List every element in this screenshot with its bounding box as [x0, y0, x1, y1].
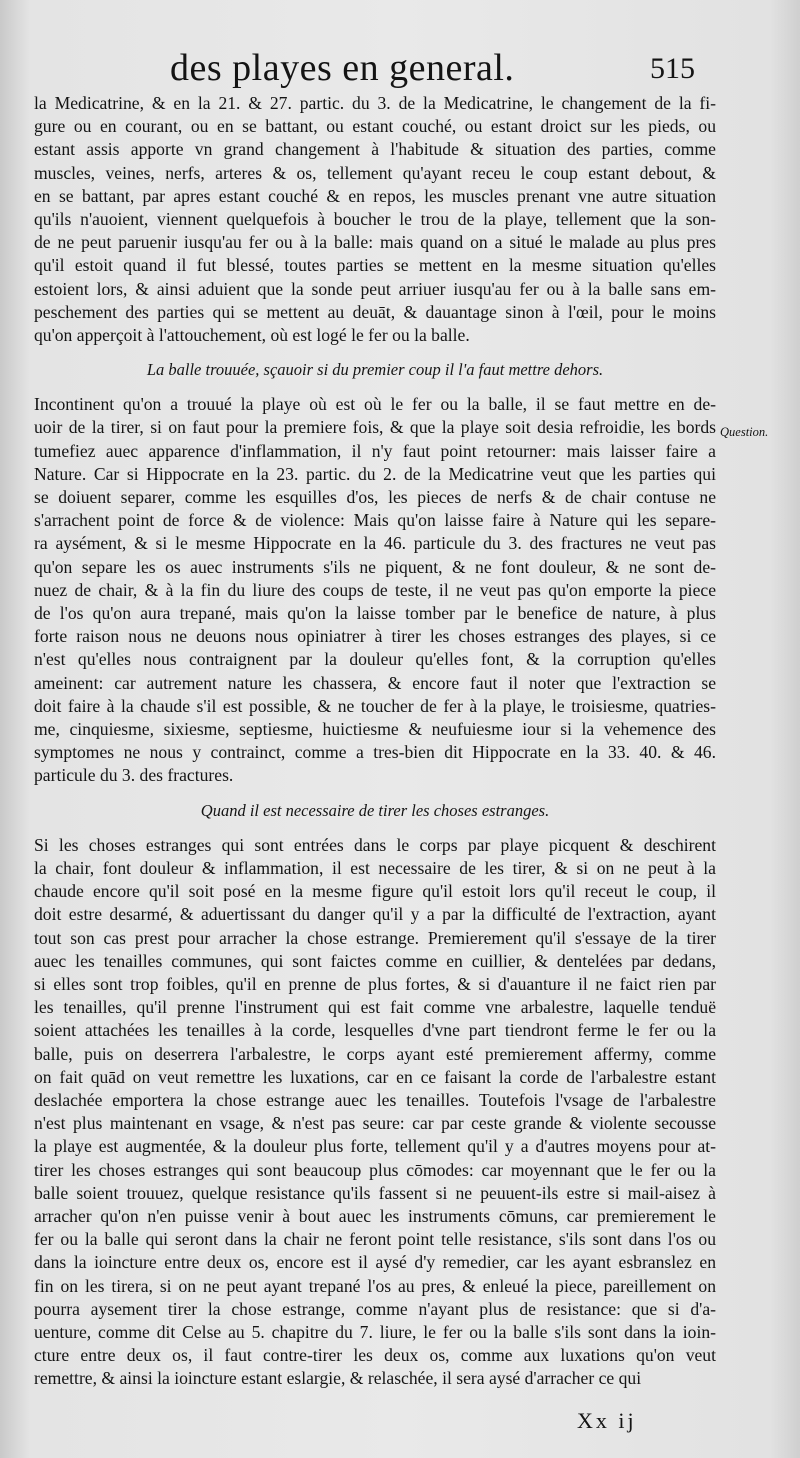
text-line: Si les choses estranges qui sont entrées dans le corps par playe picquent & deschirent — [34, 834, 716, 855]
text-line: la playe est augmentée, & la douleur plus forte, tellement qu'il y a d'autres moyens pour at- — [34, 1136, 716, 1157]
text-line: uenture, comme dit Celse au 5. chapitre du 7. liure, le fer ou la balle s'ils sont dans la ioin- — [34, 1321, 716, 1342]
text-line: qu'on separe les os auec instruments s'ils ne piquent, & ne font douleur, & ne sont de- — [34, 556, 716, 577]
text-line: la Medicatrine, & en la 21. & 27. partic. du 3. de la Medicatrine, le changement de la fi- — [34, 93, 716, 113]
text-line: de ne peut paruenir iusqu'au fer ou à la balle: mais quand on a situé le malade au plus pres — [34, 232, 716, 253]
running-head — [0, 40, 800, 90]
text-line: arracher qu'on n'en puisse venir à bout auec les instruments cōmuns, car premierement le — [34, 1205, 716, 1226]
paragraph-1 — [34, 92, 716, 347]
text-line: symptomes ne nous y contrainct, comme a tres-bien dit Hippocrate en la 33. 40. & 46. — [34, 742, 716, 763]
signature-mark: Xx ij — [577, 1408, 637, 1433]
text-line: forte raison nous ne deuons nous opiniatrer à tirer les choses estranges des playes, si ce — [34, 626, 716, 647]
text-line: estant assis apporte vn grand changement à l'habitude & situation des parties, comme — [34, 139, 716, 160]
text-line: s'arrachent point de force & de violence: Mais qu'on laisse faire à Nature qui les separe- — [34, 510, 716, 531]
text-line: en se battant, par apres estant couché & en repos, les muscles prenant vne autre situation — [34, 185, 716, 206]
text-line: estoient lors, & ainsi aduient que la sonde peut arriuer iusqu'au fer ou à la balle sans em- — [34, 278, 716, 299]
text-line: n'est qu'elles nous contraignent par la douleur qu'elles font, & la corruption qu'elles — [34, 649, 716, 670]
text-line: tumefiez auec apparence d'inflammation, il n'y faut point retourner: mais laisser faire a — [34, 440, 716, 461]
text-line: qu'on apperçoit à l'attouchement, où est logé le fer ou la balle. — [34, 325, 470, 346]
text-line: ameinent: car autrement nature les chassera, & encore faut il noter que l'extraction se — [34, 672, 716, 693]
text-line: balle soient trouuez, quelque resistance qu'ils fassent si ne peuuent-ils estre si mail-aisez à — [34, 1182, 716, 1203]
text-line: particule du 3. des fractures. — [34, 765, 234, 786]
text-line: on fait quād on veut remettre les luxations, car en ce faisant la corde de l'arbalestre estant — [34, 1066, 716, 1087]
margin-note: Question. — [720, 425, 769, 439]
text-line: qu'il estoit quand il fut blessé, toutes parties se mettent en la mesme situation qu'elles — [34, 255, 716, 276]
section-heading-2: Quand il est necessaire de tirer les choses estranges. — [200, 800, 550, 820]
page-number: 515 — [650, 52, 695, 85]
text-line: dans la ioincture entre deux os, encore est il aysé d'y remedier, car les ayant esbranslez en — [34, 1252, 716, 1273]
text-line: uoir de la tirer, si on faut pour la premiere fois, & que la playe soit desia refroidie, les bords — [34, 417, 716, 438]
text-line: nuez de chair, & à la fin du liure des coups de teste, il ne veut pas qu'on emporte la piece — [34, 579, 716, 600]
text-line: se doiuent separer, comme les esquilles d'os, les pieces de nerfs & de chair contuse ne — [34, 487, 716, 508]
text-line: peschement des parties qui se mettent au deuāt, & dauantage sinon à l'œil, pour le moins — [34, 301, 716, 322]
text-line: ra aysément, & si le mesme Hippocrate en la 46. particule du 3. des fractures ne veut pas — [34, 533, 716, 554]
text-line: fer ou la balle qui seront dans la chair ne feront point telle resistance, s'ils sont dans l'os ou — [34, 1229, 716, 1250]
text-line: me, cinquiesme, sixiesme, septiesme, huictiesme & neufuiesme iour si la vehemence des — [34, 719, 716, 740]
text-line: n'est plus maintenant en vsage, & n'est pas seure: car par ceste grande & violente secousse — [34, 1113, 716, 1134]
paragraph-2 — [34, 393, 716, 787]
text-line: Incontinent qu'on a trouué la playe où est où le fer ou la balle, il se faut mettre en de- — [34, 394, 716, 415]
text-line: Nature. Car si Hippocrate en la 23. partic. du 2. de la Medicatrine veut que les parties qui — [34, 463, 716, 484]
text-line: balle, puis on deserrera l'arbalestre, le corps ayant esté premierement affermy, comme — [34, 1043, 716, 1064]
text-block — [34, 92, 716, 1391]
paragraph-3 — [34, 834, 716, 1391]
text-line: soient attachées les tenailles à la corde, lesquelles d'vne part tiendront ferme le fer ou la — [34, 1020, 716, 1041]
text-line: qu'ils n'auoient, viennent quelquefois à boucher le trou de la playe, tellement que la son- — [34, 209, 716, 230]
text-line: les tenailles, qu'il prenne l'instrument qui est fait comme vne arbalestre, laquelle tenduë — [34, 997, 716, 1018]
section-heading-1: La balle trouuée, sçauoir si du premier coup il l'a faut mettre dehors. — [146, 360, 604, 380]
text-line: tirer les choses estranges qui sont beaucoup plus cōmodes: car moyennant que le fer ou la — [34, 1159, 716, 1180]
text-line: pourra aysement tirer la chose estrange, comme n'ayant plus de resistance: que si d'a- — [34, 1298, 716, 1319]
text-line: remettre, & ainsi la ioincture estant eslargie, & relaschée, il sera aysé d'arracher ce qui — [34, 1368, 642, 1389]
text-line: doit estre desarmé, & aduertissant du danger qu'il y a par la difficulté de l'extraction, ayant — [34, 904, 716, 925]
text-line: chaude encore qu'il soit posé en la mesme figure qu'il estoit lors qu'il receut le coup, il — [34, 881, 716, 902]
text-line: muscles, veines, nerfs, arteres & os, tellement qu'ayant receu le coup estant debout, & — [34, 162, 716, 183]
text-line: tout son cas prest pour arracher la chose estrange. Premierement qu'il s'essaye de la tirer — [34, 927, 716, 948]
text-line: fin on les tirera, si on ne peut ayant trepané l'os au pres, & enleué la piece, pareillement on — [34, 1275, 716, 1296]
text-line: cture entre deux os, il faut contre-tirer les deux os, comme aux luxations qu'on veut — [34, 1345, 716, 1366]
text-line: si elles sont trop foibles, qu'il en prenne de plus fortes, & si d'auanture il ne faict rien par — [34, 973, 716, 994]
text-line: de l'os qu'on aura trepané, mais qu'on la laisse tomber par le benefice de nature, à plus — [34, 603, 716, 624]
text-line: deslachée emportera la chose estrange auec les tenailles. Toutefois l'vsage de l'arbalestre — [34, 1089, 716, 1110]
page-title: des playes en general. — [170, 47, 515, 89]
text-line: la chair, font douleur & inflammation, il est necessaire de les tirer, & si on ne peut à la — [34, 857, 716, 878]
text-line: gure ou en courant, ou en se battant, ou estant couché, ou estant droict sur les pieds, ou — [34, 116, 716, 137]
text-line: doit faire à la chaude s'il est possible, & ne toucher de fer à la playe, le troisiesme, quatries- — [34, 695, 716, 716]
text-line: auec les tenailles communes, qui sont faictes comme en cuillier, & dentelées par dedans, — [34, 950, 716, 971]
